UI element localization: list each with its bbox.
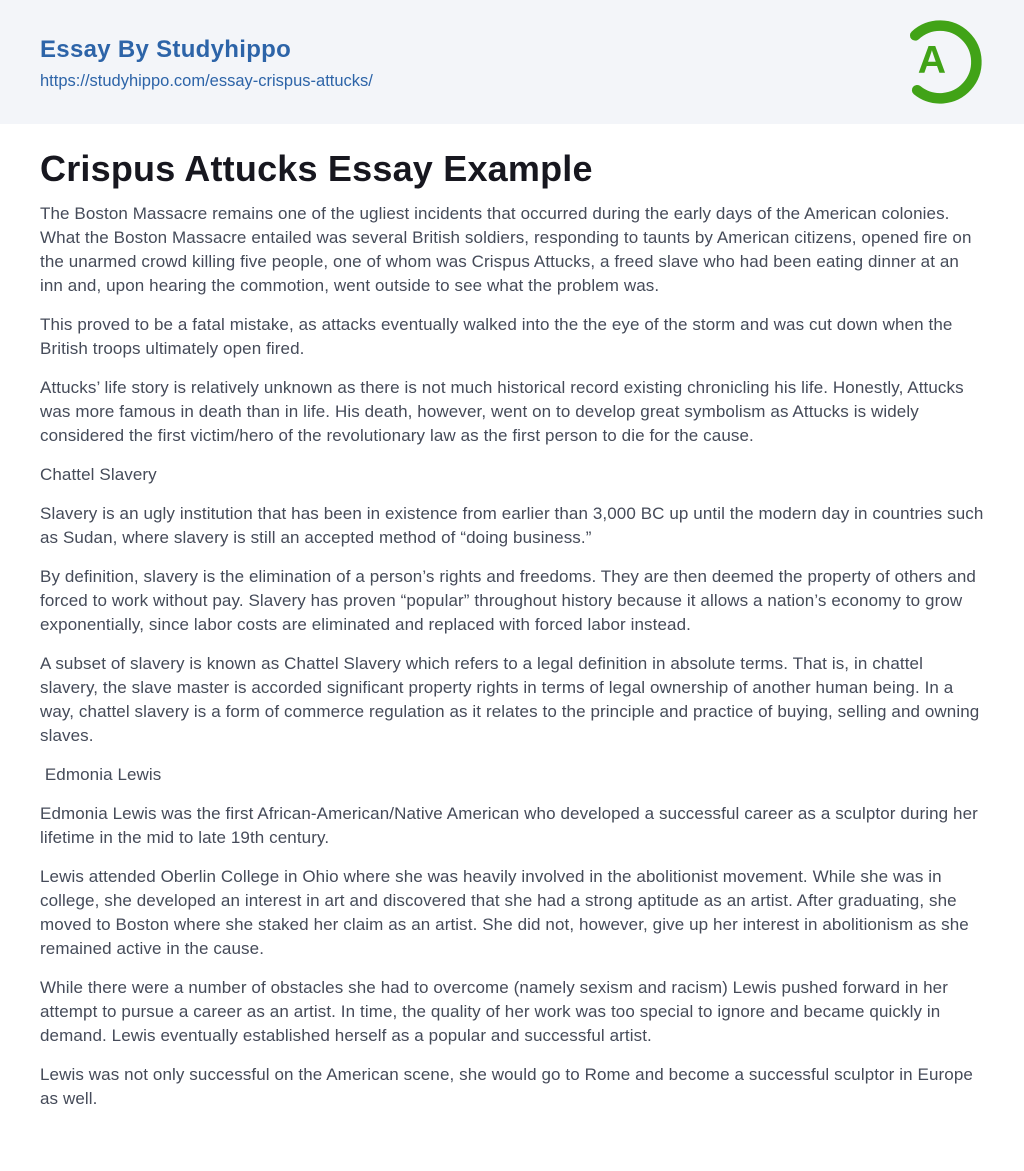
essay-paragraph: A subset of slavery is known as Chattel Slavery which refers to a legal definition in absolute terms. That is, in chattel slavery, the slave master is accorded significant property rights in terms of legal ownership of another human being. In a way, chattel slavery is a form of commerce regulation as it relates to the principle and practice of buying, selling and owning slaves. (40, 654, 980, 746)
page-header (0, 0, 1024, 124)
section-heading-edmonia-lewis: Edmonia Lewis (40, 765, 162, 785)
studyhippo-logo[interactable] (896, 18, 984, 106)
essay-paragraph: Lewis attended Oberlin College in Ohio where she was heavily involved in the abolitionist movement. While she was in college, she developed an interest in art and discovered that she had a strong aptitude as an artist. After graduating, she moved to Boston where she staked her claim as an artist. She did not, however, give up her interest in abolitionism as she remained active in the cause. (40, 867, 969, 959)
page-title: Crispus Attucks Essay Example (40, 148, 593, 189)
page-url-link[interactable]: https://studyhippo.com/essay-crispus-attucks/ (40, 72, 373, 91)
essay-paragraph: Slavery is an ugly institution that has been in existence from earlier than 3,000 BC up until the modern day in countries such as Sudan, where slavery is still an accepted method of “doing business.” (40, 504, 984, 548)
logo-letter: A (917, 39, 947, 82)
essay-paragraph: Lewis was not only successful on the American scene, she would go to Rome and become a successful sculptor in Europe as well. (40, 1065, 973, 1109)
studyhippo-a-logo-icon (896, 18, 984, 106)
section-heading-chattel-slavery: Chattel Slavery (40, 465, 157, 485)
essay-paragraph: By definition, slavery is the elimination of a person’s rights and freedoms. They are then deemed the property of others and forced to work without pay. Slavery has proven “popular” throughout history because it allows a nation’s economy to grow exponentially, since labor costs are eliminated and replaced with forced labor instead. (40, 567, 976, 635)
essay-paragraph: This proved to be a fatal mistake, as attacks eventually walked into the the eye of the storm and was cut down when the British troops ultimately open fired. (40, 315, 953, 359)
essay-paragraph: While there were a number of obstacles she had to overcome (namely sexism and racism) Lewis pushed forward in her attempt to pursue a career as an artist. In time, the quality of her work was too special to ignore and became quickly in demand. Lewis eventually established herself as a popular and successful artist. (40, 978, 948, 1046)
essay-paragraph: Attucks’ life story is relatively unknown as there is not much historical record existing chronicling his life. Honestly, Attucks was more famous in death than in life. His death, however, went on to develop great symbolism as Attucks is widely considered the first victim/hero of the revolutionary law as the first person to die for the cause. (40, 378, 964, 446)
essay-paragraph: Edmonia Lewis was the first African-American/Native American who developed a successful career as a sculptor during her lifetime in the mid to late 19th century. (40, 804, 978, 848)
site-title-link[interactable]: Essay By Studyhippo (40, 36, 292, 64)
header-text-block (40, 34, 373, 90)
essay-article (0, 124, 1024, 1111)
essay-paragraph: The Boston Massacre remains one of the ugliest incidents that occurred during the early days of the American colonies. What the Boston Massacre entailed was several British soldiers, responding to taunts by American citizens, opened fire on the unarmed crowd killing five people, one of whom was Crispus Attucks, a freed slave who had been eating dinner at an inn and, upon hearing the commotion, went outside to see what the problem was. (40, 204, 972, 296)
